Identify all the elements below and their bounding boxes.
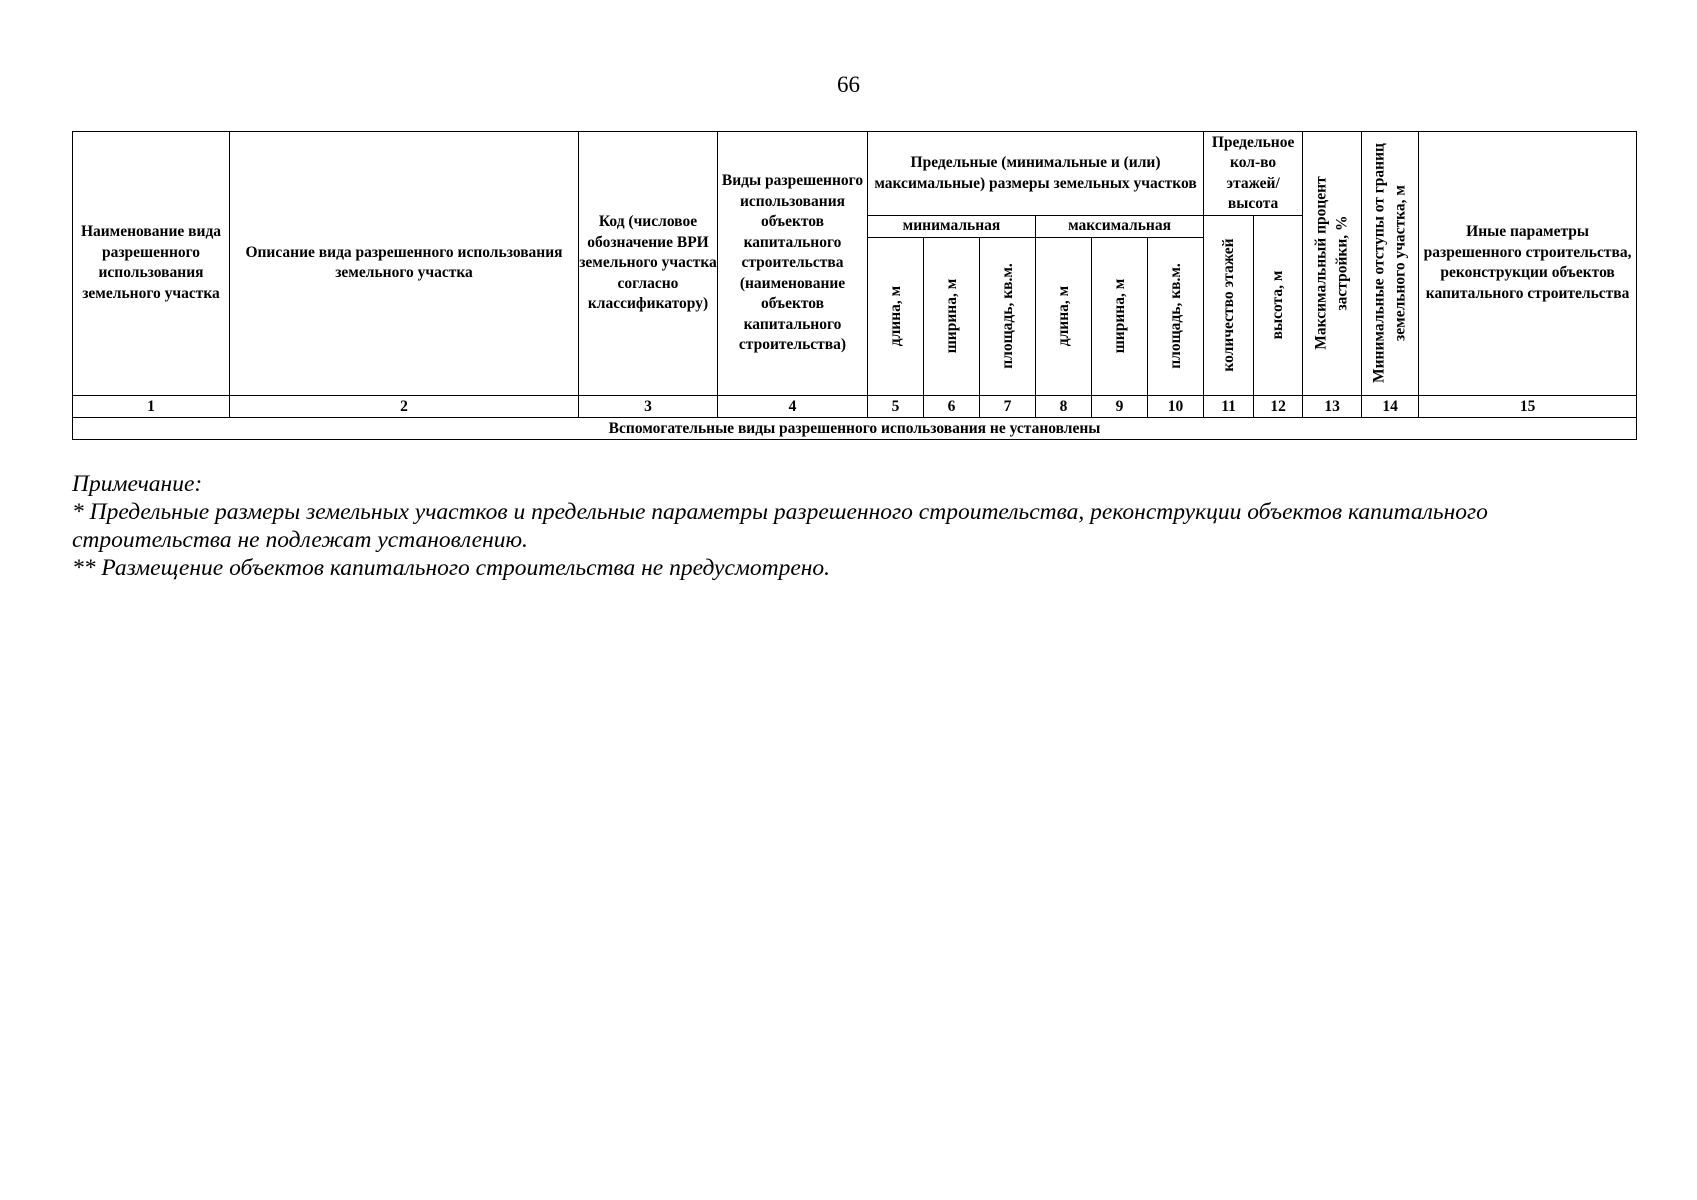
header-min-width [924,237,980,395]
header-max-build-percent [1303,132,1362,396]
column-number: 4 [718,395,868,417]
header-land-use-description: Описание вида разрешенного использования земельного участка [230,132,579,396]
note-one: * Предельные размеры земельных участков и предельные параметры разрешенного строительства, реконструкции объектов капитального строительства не подлежат установлению. [72,499,1488,553]
column-number: 1 [73,395,230,417]
column-number-row [73,395,1637,417]
header-maximum: максимальная [1036,216,1204,238]
auxiliary-uses-status: Вспомогательные виды разрешенного использования не установлены [73,417,1637,439]
header-max-build-percent-text: Максимальный процент застройки, % [1312,176,1351,350]
header-min-length-text: длина, м [886,285,904,347]
header-min-setbacks-text: Минимальные отступы от границ земельного участка, м [1370,143,1409,384]
column-number: 3 [579,395,718,417]
column-number: 15 [1419,395,1637,417]
header-code: Код (числовое обозначение ВРИ земельного участка согласно классификатору) [579,132,718,396]
column-number: 10 [1148,395,1204,417]
header-plot-size-limits: Предельные (минимальные и (или) максимальные) размеры земельных участков [868,132,1204,216]
header-min-area-text: площадь, кв.м. [998,263,1016,369]
header-min-setbacks [1362,132,1419,396]
column-number: 2 [230,395,579,417]
column-number: 8 [1036,395,1092,417]
header-max-width [1092,237,1148,395]
page-number: 66 [837,72,860,97]
column-number: 12 [1254,395,1303,417]
header-max-width-text: ширина, м [1110,278,1128,354]
notes-title: Примечание: [72,471,203,497]
column-number: 14 [1362,395,1419,417]
header-floor-count-text: количество этажей [1219,238,1237,372]
column-number: 11 [1204,395,1254,417]
status-row [73,417,1637,439]
column-number: 9 [1092,395,1148,417]
note-two: ** Размещение объектов капитального строительства не предусмотрено. [72,555,831,581]
header-minimum: минимальная [868,216,1036,238]
header-min-area [980,237,1036,395]
header-other-params: Иные параметры разрешенного строительства, реконструкции объектов капитального строительства [1419,132,1637,396]
header-land-use-name: Наименование вида разрешенного использования земельного участка [73,132,230,396]
notes-block [72,470,1632,582]
header-max-area [1148,237,1204,395]
header-height-text: высота, м [1268,270,1286,340]
header-min-width-text: ширина, м [942,278,960,354]
parameters-table [72,131,1637,440]
header-max-length-text: длина, м [1054,285,1072,347]
column-number: 6 [924,395,980,417]
column-number: 5 [868,395,924,417]
column-number: 7 [980,395,1036,417]
header-capital-construction-types: Виды разрешенного использования объектов капитального строительства (наименование объектов капитального строительства) [718,132,868,396]
header-max-area-text: площадь, кв.м. [1166,263,1184,369]
header-floor-count [1204,216,1254,396]
header-min-length [868,237,924,395]
header-floor-limits: Предельное кол-во этажей/ высота [1204,132,1303,216]
column-number: 13 [1303,395,1362,417]
header-height [1254,216,1303,396]
header-max-length [1036,237,1092,395]
